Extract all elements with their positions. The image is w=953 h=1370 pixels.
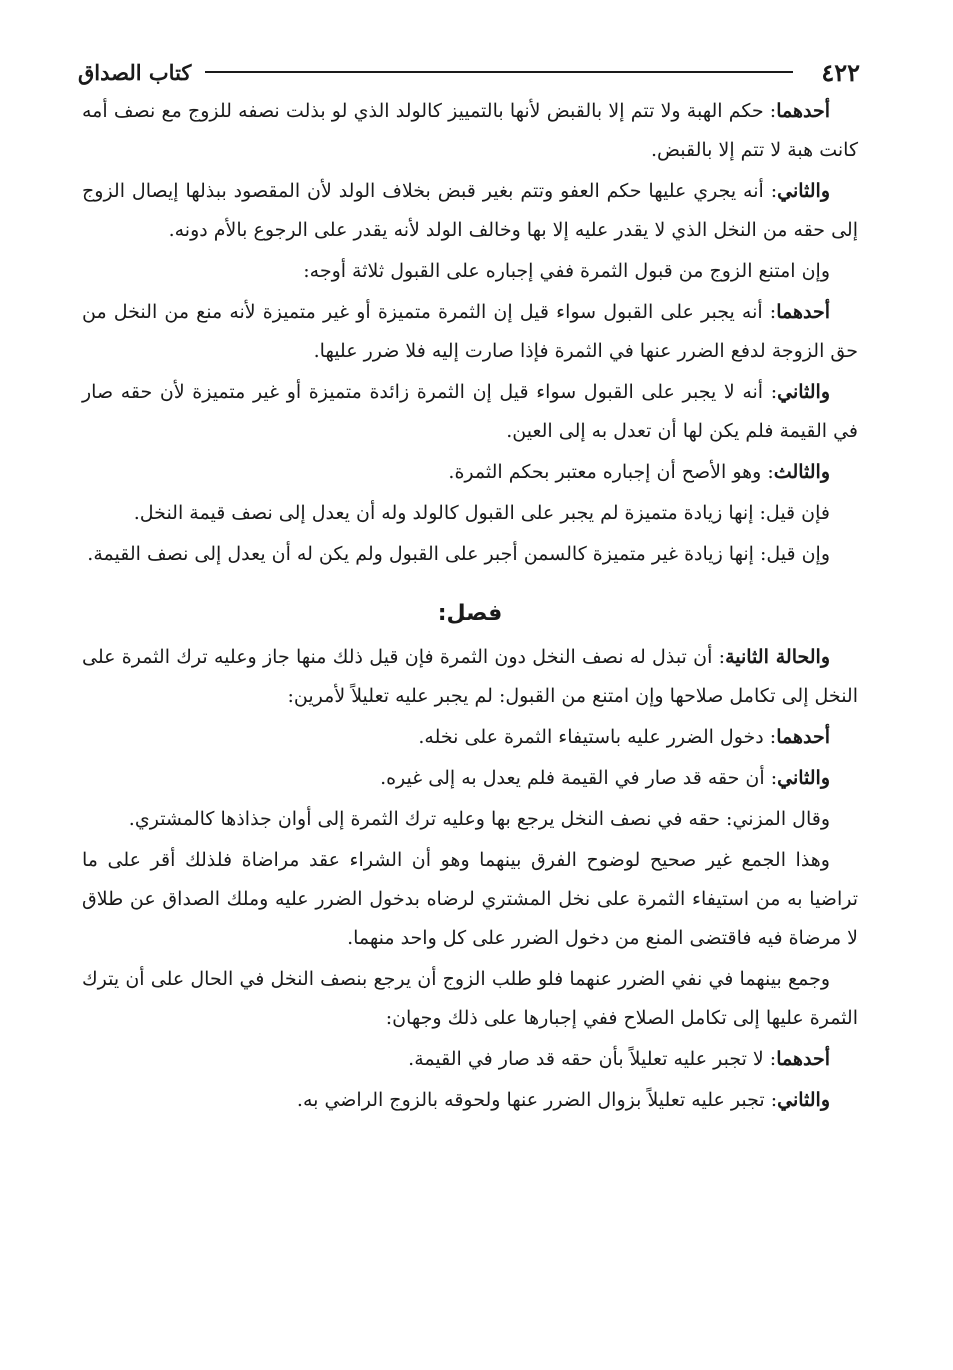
paragraph	[82, 92, 858, 170]
paragraph	[82, 1081, 858, 1120]
paragraph	[82, 638, 858, 716]
book-title: كتاب الصداق	[78, 59, 192, 85]
paragraph	[82, 718, 858, 757]
paragraph	[82, 293, 858, 371]
paragraph-text: : أن حقه قد صار في القيمة فلم يعدل به إلى غيره.	[380, 767, 778, 789]
paragraph-text: : لا تجبر عليه تعليلاً بأن حقه قد صار في القيمة.	[408, 1048, 777, 1070]
paragraph-lead: والثاني	[777, 1089, 830, 1111]
paragraph-text: : وهو الأصح أن إجباره معتبر بحكم الثمرة.	[448, 461, 774, 483]
paragraph-text: وإن امتنع الزوج من قبول الثمرة ففي إجباره على القبول ثلاثة أوجه:	[303, 260, 830, 282]
paragraph-text: وهذا الجمع غير صحيح لوضوح الفرق بينهما وهو أن الشراء عقد مراضاة فلذلك أقر على ما تراضيا به من استيفاء الثمرة على نخل المشتري لرضاه بدخول الضرر عليه وملك الصداق عن طلاق لا مرضاة فيه فاقتضى المنع من دخول الضرر على كل واحد منهما.	[82, 849, 858, 949]
paragraph-lead: والثاني	[777, 767, 830, 789]
paragraph	[82, 800, 858, 839]
section-heading: فصل:	[437, 601, 503, 626]
paragraph-text: وقال المزني: حقه في نصف النخل يرجع بها وعليه ترك الثمرة إلى أوان جذاذها كالمشتري.	[128, 808, 830, 830]
running-header	[78, 54, 860, 90]
paragraph-lead: أحدهما	[776, 726, 830, 748]
paragraph-text: : تجبر عليه تعليلاً بزوال الضرر عنها ولحوقه بالزوج الراضي به.	[296, 1089, 778, 1111]
paragraph-text: : أنه يجبر على القبول سواء قيل إن الثمرة متميزة أو غير متميزة لأنه منع من النخل من حق الزوجة لدفع الضرر عنها في الثمرة فإذا صارت إليه فلا ضرر عليها.	[82, 301, 858, 362]
paragraph	[82, 960, 858, 1038]
paragraph-lead: أحدهما	[776, 1048, 830, 1070]
body-text	[82, 92, 858, 1122]
paragraph	[82, 252, 858, 291]
paragraph	[82, 759, 858, 798]
header-rule	[205, 71, 793, 73]
paragraph-text: : أنه يجري عليها حكم العفو وتتم بغير قبض بخلاف الولد لأن المقصود ببذلها إيصال الزوج إلى حقه من النخل الذي لا يقدر عليه إلا بها وخالف الولد لأنه يقدر على الرجوع بالأم دونه.	[82, 180, 858, 241]
paragraph	[82, 1040, 858, 1079]
paragraph	[82, 494, 858, 533]
paragraph-lead: والحالة الثانية	[725, 646, 830, 668]
paragraph	[82, 841, 858, 958]
paragraph-text: : دخول الضرر عليه باستيفاء الثمرة على نخله.	[418, 726, 777, 748]
paragraph-lead: أحدهما	[776, 301, 830, 323]
paragraph-lead: والثالث	[773, 461, 830, 483]
paragraph-text: فإن قيل: إنها زيادة متميزة لم يجبر على القبول كالولد وله أن يعدل إلى نصف قيمة النخل.	[133, 502, 830, 524]
paragraph	[82, 172, 858, 250]
paragraph-lead: والثاني	[777, 381, 830, 403]
paragraph-text: : حكم الهبة ولا تتم إلا بالقبض لأنها بالتمييز كالولد الذي لو بذلت نصفه للزوج مع نصف أمه كانت هبة لا تتم إلا بالقبض.	[82, 100, 858, 161]
page-number: ٤٢٢	[821, 57, 860, 87]
paragraph-text: وإن قيل: إنها زيادة غير متميزة كالسمن أجبر على القبول ولم يكن له أن يعدل إلى نصف القيمة.	[87, 543, 830, 565]
paragraph	[82, 453, 858, 492]
paragraph-text: وجمع بينهما في نفي الضرر عنهما فلو طلب الزوج أن يرجع بنصف النخل في الحال على أن يترك الثمرة عليها إلى تكامل الصلاح ففي إجبارها على ذلك وجهان:	[82, 968, 858, 1029]
paragraph-lead: والثاني	[777, 180, 830, 202]
paragraph	[82, 373, 858, 451]
paragraph-text: : أنه لا يجبر على القبول سواء قيل إن الثمرة زائدة متميزة أو غير متميزة لأن حقه صار في القيمة فلم يكن لها أن تعدل به إلى العين.	[82, 381, 858, 442]
paragraph-text: : أن تبذل له نصف النخل دون الثمرة فإن قيل ذلك منها جاز وعليه ترك الثمرة على النخل إلى تكامل صلاحها وإن امتنع من القبول: لم يجبر عليه تعليلاً لأمرين:	[82, 646, 858, 707]
paragraph-lead: أحدهما	[776, 100, 830, 122]
paragraph	[82, 535, 858, 574]
